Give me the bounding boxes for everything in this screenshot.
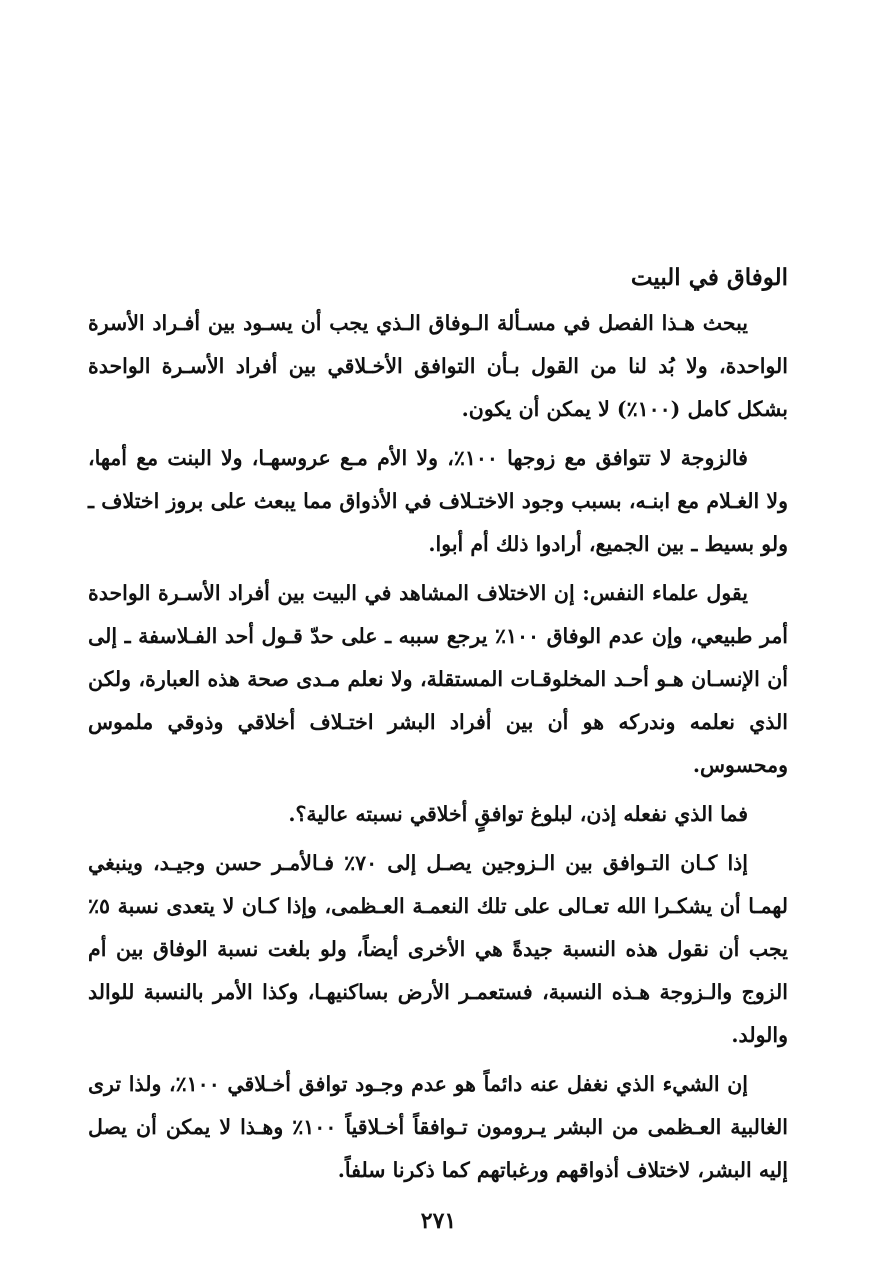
paragraph-1: يبحث هـذا الفصل في مسـألة الـوفاق الـذي يجب أن يسـود بين أفـراد الأسرة الواحدة، ولا بُد لنا من القول بـأن التوافق الأخـلاقي بين أفراد الأسـرة الواحدة بشكل كامل (١٠٠٪) لا يمكن أن يكون. — [88, 311, 788, 421]
page-body — [88, 258, 788, 1198]
paragraph-2: فالزوجة لا تتوافق مع زوجها ١٠٠٪، ولا الأم مـع عروسهـا، ولا البنت مع أمها، ولا الغـلام مع ابنـه، بسبب وجود الاختـلاف في الأذواق مما يبعث على بروز اختلاف ـ ولو بسيط ـ بين الجميع، أرادوا ذلك أم أبوا. — [88, 446, 788, 556]
paragraph-6: إن الشيء الذي نغفل عنه دائماً هو عدم وجـود توافق أخـلاقي ١٠٠٪، ولذا ترى الغالبية العـظمى من البشر يـرومون تـوافقاً أخـلاقياً ١٠٠٪ وهـذا لا يمكن أن يصل إليه البشر، لاختلاف أذواقهم ورغباتهم كما ذكرنا سلفاً. — [88, 1072, 788, 1182]
paragraph-4: فما الذي نفعله إذن، لبلوغ توافقٍ أخلاقي نسبته عالية؟. — [288, 802, 748, 826]
page-number: ٢٧١ — [420, 1208, 457, 1234]
paragraph-3: يقول علماء النفس: إن الاختلاف المشاهد في البيت بين أفراد الأسـرة الواحدة أمر طبيعي، وإن عدم الوفاق ١٠٠٪ يرجع سببه ـ على حدّ قـول أحد الفـلاسفة ـ إلى أن الإنسـان هـو أحـد المخلوقـات المستقلة، ولا نعلم مـدى صحة هذه العبارة، ولكن الذي نعلمه وندركه هو أن بين أفراد البشر اختـلاف أخلاقي وذوقي ملموس ومحسوس. — [88, 581, 788, 777]
paragraph-5: إذا كـان التـوافق بين الـزوجين يصـل إلى ٧٠٪ فـالأمـر حسن وجيـد، وينبغي لهمـا أن يشكـرا الله تعـالى على تلك النعمـة العـظمى، وإذا كـان لا يتعدى نسبة ٥٪ يجب أن نقول هذه النسبة جيدةً هي الأخرى أيضاً، ولو بلغت نسبة الوفاق بين أم الزوج والـزوجة هـذه النسبة، فستعمـر الأرض بساكنيهـا، وكذا الأمر بالنسبة للوالد والولد. — [88, 851, 788, 1047]
section-title: الوفاق في البيت — [630, 264, 788, 291]
